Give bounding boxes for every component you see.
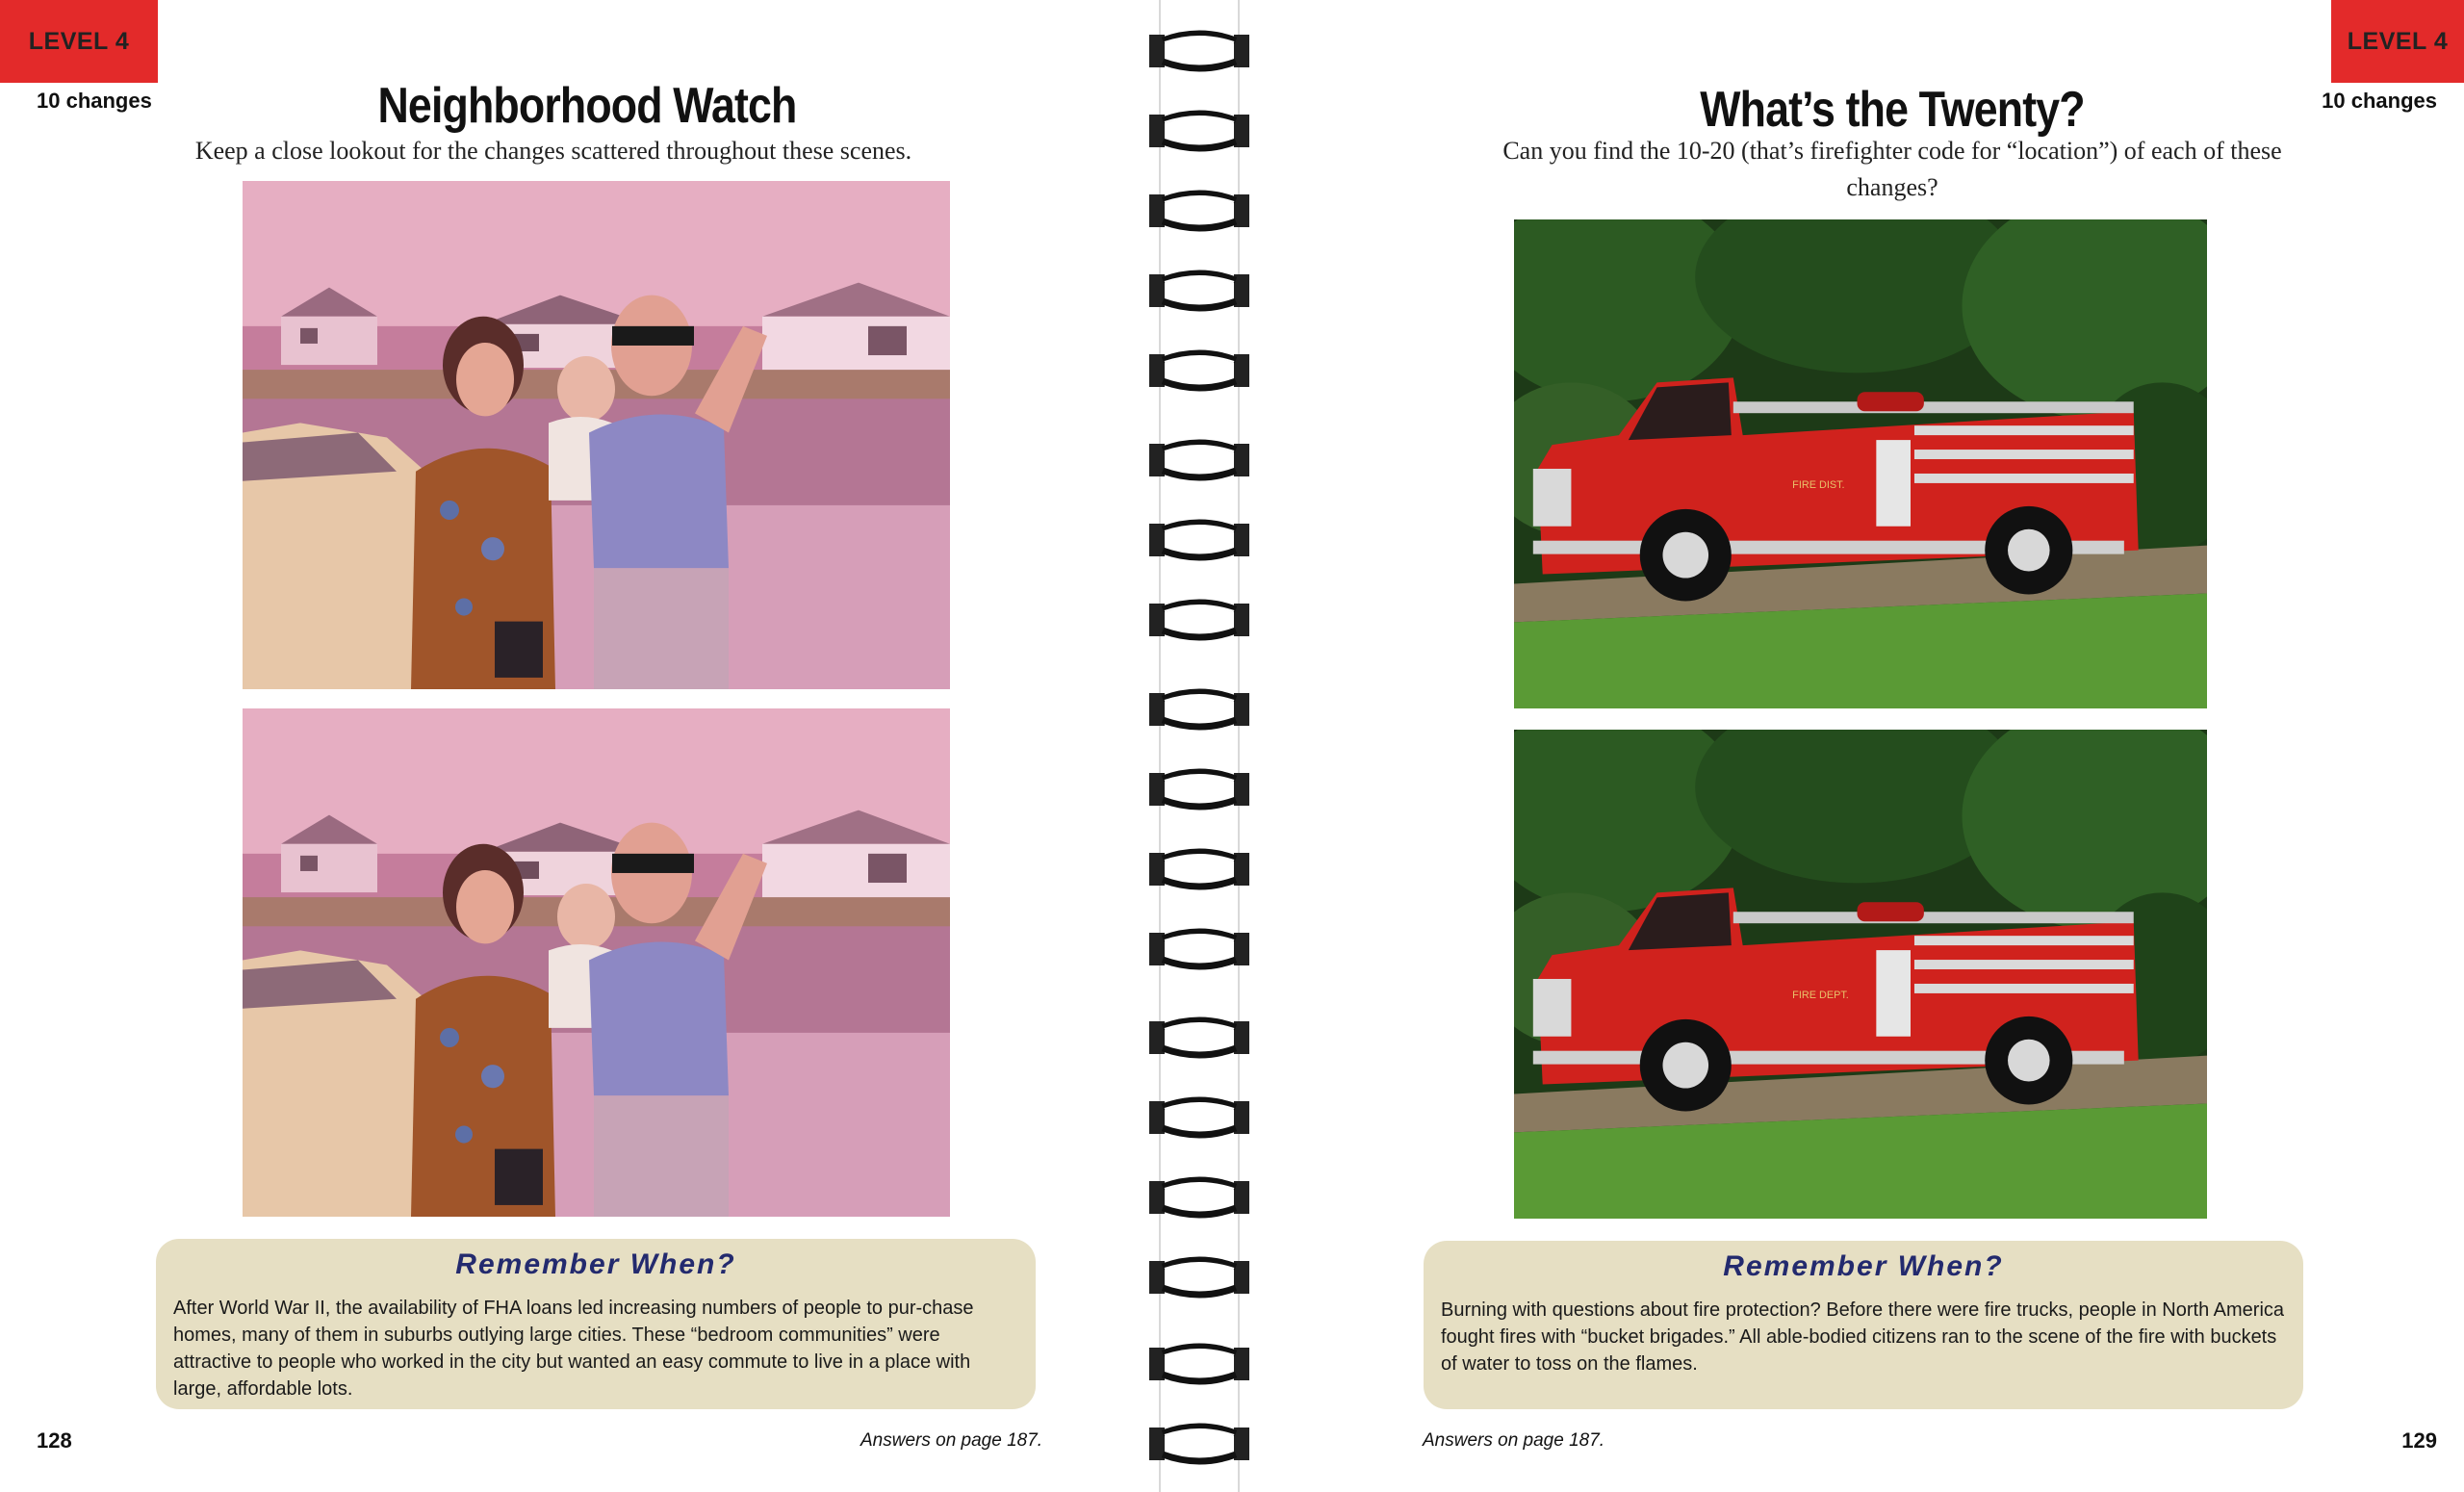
binding-ring: [1149, 269, 1249, 313]
answers-note: Answers on page 187.: [860, 1430, 1043, 1451]
puzzle-subtitle: Can you find the 10-20 (that’s firefighter code for “location”) of each of these changes?: [1502, 137, 2282, 201]
family-photo-bottom: [243, 708, 950, 1217]
spiral-binding: [1142, 0, 1257, 1492]
binding-ring: [1149, 438, 1249, 482]
truck-door-label: FIRE DEPT.: [1792, 989, 1849, 1001]
level-tab: LEVEL 4: [2331, 0, 2464, 83]
page-number: 128: [37, 1428, 72, 1453]
family-photo-top: [243, 181, 950, 689]
binding-ring: [1149, 1016, 1249, 1060]
right-page: [1257, 0, 2464, 1492]
binding-ring: [1149, 767, 1249, 811]
binding-ring: [1149, 1342, 1249, 1386]
fire-truck-photo-top: [1514, 219, 2207, 708]
binding-ring: [1149, 1422, 1249, 1466]
remember-when-box: [1424, 1241, 2303, 1409]
binding-ring: [1149, 687, 1249, 732]
page-number: 129: [2401, 1428, 2437, 1453]
binding-ring: [1149, 1175, 1249, 1220]
binding-ring: [1149, 518, 1249, 562]
remember-when-text: After World War II, the availability of FHA loans led increasing numbers of people to pur-chase homes, many of them in suburbs outlying large cities. These “bedroom communities” were attractive to people who worked in the city but wanted an easy commute to live in a place with large, affordable lots.: [173, 1298, 974, 1400]
puzzle-title: What’s the Twenty?: [1700, 82, 2085, 138]
remember-when-text: Burning with questions about fire protection? Before there were fire trucks, people in North America fought fires with “bucket brigades.” All able-bodied citizens ran to the scene of the fire with buckets of water to toss on the flames.: [1441, 1299, 2285, 1375]
remember-when-title: Remember When?: [1723, 1250, 2004, 1282]
answers-note: Answers on page 187.: [1423, 1430, 1605, 1451]
fire-truck-photo-bottom: [1514, 730, 2207, 1219]
truck-door-label: FIRE DIST.: [1792, 478, 1845, 491]
binding-ring: [1149, 109, 1249, 153]
binding-ring: [1149, 927, 1249, 971]
level-tab: LEVEL 4: [0, 0, 158, 83]
binding-ring: [1149, 189, 1249, 233]
binding-ring: [1149, 1095, 1249, 1140]
puzzle-subtitle: Keep a close lookout for the changes scattered throughout these scenes.: [194, 137, 912, 165]
binding-ring: [1149, 598, 1249, 642]
binding-ring: [1149, 29, 1249, 73]
remember-when-title: Remember When?: [455, 1248, 736, 1280]
binding-ring: [1149, 1255, 1249, 1299]
remember-when-box: [156, 1239, 1036, 1409]
changes-count: 10 changes: [2322, 89, 2437, 113]
binding-ring: [1149, 847, 1249, 891]
left-page: [0, 0, 1142, 1492]
binding-ring: [1149, 348, 1249, 393]
puzzle-title: Neighborhood Watch: [377, 78, 797, 134]
changes-count: 10 changes: [37, 89, 152, 113]
